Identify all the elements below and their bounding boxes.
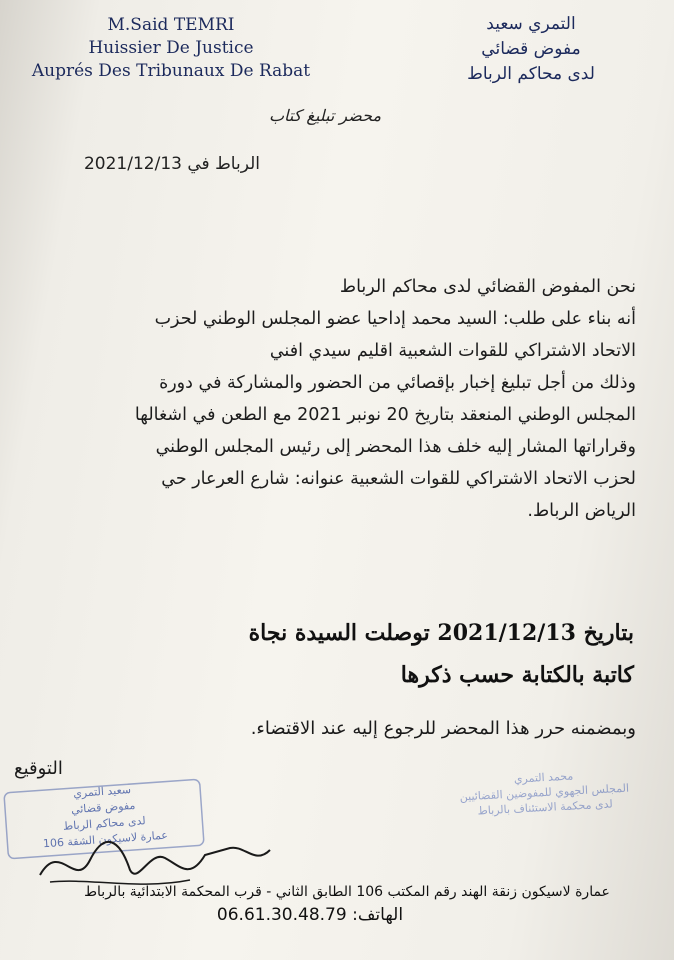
bailiff-court-arabic: لدى محاكم الرباط <box>467 64 595 84</box>
stamp-line: سعيد التمري <box>72 783 132 801</box>
body-line: الاتحاد الاشتراكي للقوات الشعبية اقليم سيدي افني <box>269 341 636 361</box>
body-line: أنه بناء على طلب: السيد محمد إداحيا عضو المجلس الوطني لحزب <box>154 309 636 329</box>
letterhead-latin <box>26 14 316 83</box>
stamp-line: المجلس الجهوي للمفوضين القضائيين <box>459 781 630 804</box>
body-line: لحزب الاتحاد الاشتراكي للقوات الشعبية عنوانه: شارع العرعار حي <box>161 469 636 489</box>
body-line: وقراراتها المشار إليه خلف هذا المحضر إلى رئيس المجلس الوطني <box>155 437 636 457</box>
receipt-note <box>40 612 634 696</box>
body-line: المجلس الوطني المنعقد بتاريخ 20 نونبر 2021 مع الطعن في اشغالها <box>134 405 636 425</box>
letterhead-arabic <box>416 12 646 87</box>
place-date: الرباط في 2021/12/13 <box>83 154 260 174</box>
body-line: الرياض الرباط. <box>527 501 636 521</box>
body-line: وذلك من أجل تبليغ إخبار بإقصائي من الحضور والمشاركة في دورة <box>159 373 636 393</box>
bailiff-name-latin: M.Said TEMRI <box>107 15 235 35</box>
bailiff-title-latin: Huissier De Justice <box>88 38 254 58</box>
document-title: محضر تبليغ كتاب <box>268 106 382 125</box>
bailiff-title-arabic: مفوض قضائي <box>481 39 581 59</box>
council-stamp <box>418 764 671 847</box>
footer-address: عمارة لاسيكون زنقة الهند رقم المكتب 106 الطابق الثاني - قرب المحكمة الابتدائية بالرباط <box>84 884 610 900</box>
stamp-line: محمد التمري <box>513 769 574 786</box>
stamp-line: لدى محكمة الاستئناف بالرباط <box>477 797 613 818</box>
stamp-line: لدى محاكم الرباط <box>62 814 147 833</box>
signature-label: التوقيع <box>14 758 63 779</box>
bailiff-court-latin: Auprés Des Tribunaux De Rabat <box>31 61 311 81</box>
report-body <box>56 272 636 528</box>
stamp-line: مفوض قضائي <box>70 798 136 817</box>
bailiff-name-arabic: التمري سعيد <box>486 14 576 34</box>
body-line: نحن المفوض القضائي لدى محاكم الرباط <box>339 277 636 297</box>
closing-statement: وبمضمنه حرر هذا المحضر للرجوع إليه عند الاقتضاء. <box>250 718 636 739</box>
receipt-line-1: بتاريخ 2021/12/13 توصلت السيدة نجاة <box>248 620 634 646</box>
stamp-line: عمارة لاسيكون الشقة 106 <box>42 828 169 851</box>
footer-phone: الهاتف: 06.61.30.48.79 <box>216 905 404 925</box>
receipt-line-2: كاتبة بالكتابة حسب ذكرها <box>400 662 634 688</box>
